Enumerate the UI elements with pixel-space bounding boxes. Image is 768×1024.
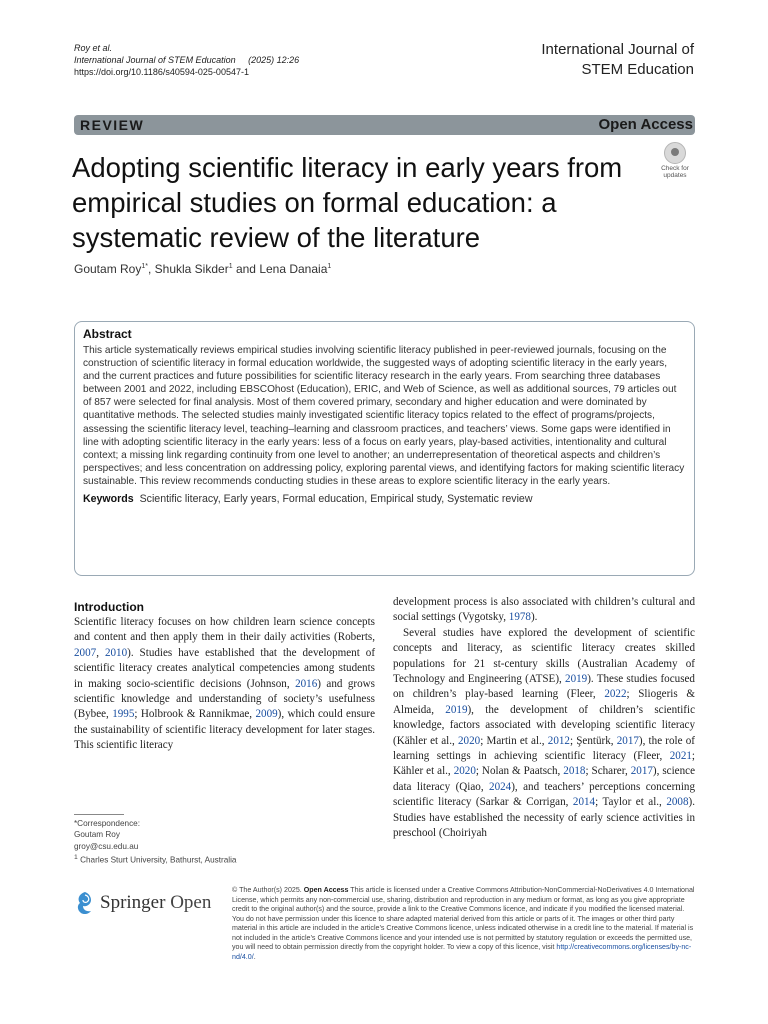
badge-line2: updates [663,172,687,179]
license-prefix: © The Author(s) 2025. [232,886,304,894]
journal-name [541,40,694,80]
license-open-access: Open Access [303,886,349,894]
citation-link[interactable]: 2016 [295,677,318,690]
citation: (2025) 12:26 [248,55,300,65]
citation-link[interactable]: 2019 [565,673,588,686]
journal-name-line2: STEM Education [581,61,694,78]
doi-link[interactable]: https://doi.org/10.1186/s40594-025-00547-1 [74,67,249,77]
citation-link[interactable]: 2018 [563,765,586,778]
paragraph-text: ; Taylor et al., [595,796,667,809]
check-updates-icon [664,142,686,164]
paragraph-text: ), which could ensure the sustainability of scientific literacy development for later stages. This scientific literacy [74,708,375,752]
introduction-heading: Introduction [74,600,144,614]
paragraph-text: ). Studies have established the necessity of early science activities in preschool (Choiriyah [393,796,695,840]
citation-link[interactable]: 2014 [572,796,596,809]
abstract-heading: Abstract [83,327,132,341]
author-separator: , [147,262,155,276]
footnote-rule [74,814,124,815]
paragraph-text: ; Holbrook & Rannikmae, [134,708,256,721]
author-affiliation-sup: 1 [228,263,233,270]
paragraph-text: ). [530,611,538,624]
badge-line1: Check for [661,165,689,172]
citation-link[interactable]: 2017 [616,734,639,747]
paragraph-text: ; Martin et al., [480,734,548,747]
citation-link[interactable]: 2022 [604,688,627,701]
paragraph-text: ). Studies have established that the development of scientific literacy creates analytical competencies among students in making socio-scientific decisions (Johnson, [74,646,376,690]
publisher-name-b: Open [170,892,212,913]
author-name: Lena Danaia [259,262,328,276]
author-list [74,262,331,276]
citation-link[interactable]: 2009 [255,708,278,721]
paragraph-text: ; Scharer, [585,765,631,778]
correspondence-label: *Correspondence: [74,819,140,828]
keywords-text: Scientific literacy, Early years, Formal education, Empirical study, Systematic review [139,493,533,506]
paragraph-text: ) and grows scientific knowledge and understanding of society’s usefulness (Bybee, [74,677,375,721]
publisher-name-a: Springer [100,892,166,913]
citation-link[interactable]: 2021 [669,750,692,763]
affiliation-text: Charles Sturt University, Bathurst, Australia [77,855,237,865]
citation-link[interactable]: 2007 [74,646,97,659]
correspondence-footnote [74,818,236,866]
citation-link[interactable]: 2012 [547,734,570,747]
citation-link[interactable]: 2024 [489,780,512,793]
journal-name-line1: International Journal of [541,41,694,58]
correspondence-email[interactable]: groy@csu.edu.au [74,841,139,851]
citation-link[interactable]: 1978 [508,611,531,624]
citation-link[interactable]: 2010 [104,646,128,659]
springer-open-logo [74,888,224,920]
paragraph-text: ; Sliogeris & Almeida, [393,688,695,716]
paragraph-text: development process is also associated with children’s cultural and social settings (Vygotsky, [393,596,695,624]
affiliation [74,852,236,866]
body-column-right [393,595,695,842]
keywords-label: Keywords [83,493,134,506]
check-for-updates-badge[interactable] [655,140,695,182]
author-short: Roy et al. [74,43,113,53]
license-suffix: . [253,952,256,961]
paragraph-text: ; Nolan & Paatsch, [475,765,564,778]
citation-link[interactable]: 2020 [458,734,481,747]
abstract-box [74,321,695,576]
correspondence-name: Goutam Roy [74,830,120,840]
citation-link[interactable]: 2008 [666,796,689,809]
intro-paragraph-1 [74,615,375,754]
citation-link[interactable]: 2019 [445,703,468,716]
paragraph-text: ), and teachers’ perceptions concerning scientific literacy (Sarkar & Corrigan, [393,780,695,809]
paragraph-text: ), the development of children’s scientific knowledge, factors associated with developing scientific literacy (Kähler et al., [393,703,696,747]
author-affiliation-sup: 1* [141,263,148,270]
article-type-label: REVIEW [80,117,145,133]
check-updates-text [655,165,695,179]
abstract-text: This article systematically reviews empirical studies involving scientific literacy published in peer-reviewed journals, focusing on the construction of scientific literacy in formal education worldwide, the suggested ways of adopting scientific literacy in the early years, and the current practices and future possibilities for scientific literacy research in the early years. From searching three databases between 2001 and 2022, including EBSCOhost (Education), ERIC, and Web of Science, as well as additional sources, 79 articles out of 857 were selected for final analysis. Most of them covered primary, secondary and higher education and were dominated by quantitative methods. The selected studies mainly investigated scientific literacy topics related to the effect of programs/projects, assessing the scientific literacy level, teaching–learning and classroom practices, and teachers’ views. Some gaps were identified in line with adopting scientific literacy in the early years: less of a focus on early years, play-based activities, intentionality and cultural context; a missing link regarding continuity from one level to another; an underrepresentation of theoretical aspects and children’s perspectives; and less concentration on addressing policy, exploring parental views, and identifying factors for making scientific literacy sustainable. This review recommends conducting studies in these areas to explore scientific literacy in the early years. [83,345,685,487]
intro-paragraph-1-cont [393,595,695,626]
article-title: Adopting scientific literacy in early years from empirical studies on formal education: a systematic review of the literature [72,152,623,253]
author-name: Goutam Roy [74,262,142,276]
paragraph-text: , [96,646,105,659]
paragraph-text: ; Şentürk, [569,734,617,747]
journal-short: International Journal of STEM Education [74,55,236,65]
keywords-line [83,492,686,506]
body-column-left [74,600,375,754]
license-body: This article is licensed under a Creative Commons Attribution-NonCommercial-NoDerivatives 4.0 International License, which permits any non-commercial use, sharing, distribution and reproduction in any medium or format, as long as you give appropriate credit to the original author(s) and the source, provide a link to the Creative Commons licence, and indicate if you modified the licensed material. You do not have permission under this licence to share adapted material derived from this article or parts of it. The images or other third party material in this article are included in the article’s Creative Commons licence, unless indicated otherwise in a credit line to the material. If material is not included in the article’s Creative Commons licence and your intended use is not permitted by statutory regulation or exceeds the permitted use, you will need to obtain permission directly from the copyright holder. To view a copy of this licence, visit [232,886,695,951]
paragraph-text: Several studies have explored the development of scientific concepts and literacy, as scientific literacy creates skilled populations for 21 st-century skills (Australian Academy of Technology and Engineering (ATSE), [393,626,695,686]
author-affiliation-sup: 1 [327,263,332,270]
paragraph-text: ), the role of learning settings in achieving scientific literacy (Fleer, [393,734,695,763]
paragraph-text: Scientific literacy focuses on how children learn science concepts and content and then apply them in their daily activities (Roberts, [74,616,375,644]
publisher-name [100,892,211,914]
open-access-label: Open Access [598,116,693,133]
citation-link[interactable]: 1995 [112,708,135,721]
journal-citation [74,54,299,66]
citation-link[interactable]: 2017 [630,765,653,778]
paragraph-text: ), science data literacy (Qiao, [393,765,695,793]
author-name: Shukla Sikder [154,262,229,276]
license-url-link[interactable]: http://creativecommons.org/licenses/by-nc-nd/4.0/ [232,943,692,961]
paragraph-text: ). These studies focused on children’s play-based learning (Fleer, [393,673,695,701]
paragraph-text: ; Kähler et al., [393,750,695,778]
intro-paragraph-2 [393,626,695,842]
citation-link[interactable]: 2020 [453,765,476,778]
author-separator: and [232,262,260,276]
affiliation-sup: 1 [74,854,78,862]
running-header [74,42,299,78]
license-text [232,886,695,962]
springer-horse-icon [74,890,96,916]
